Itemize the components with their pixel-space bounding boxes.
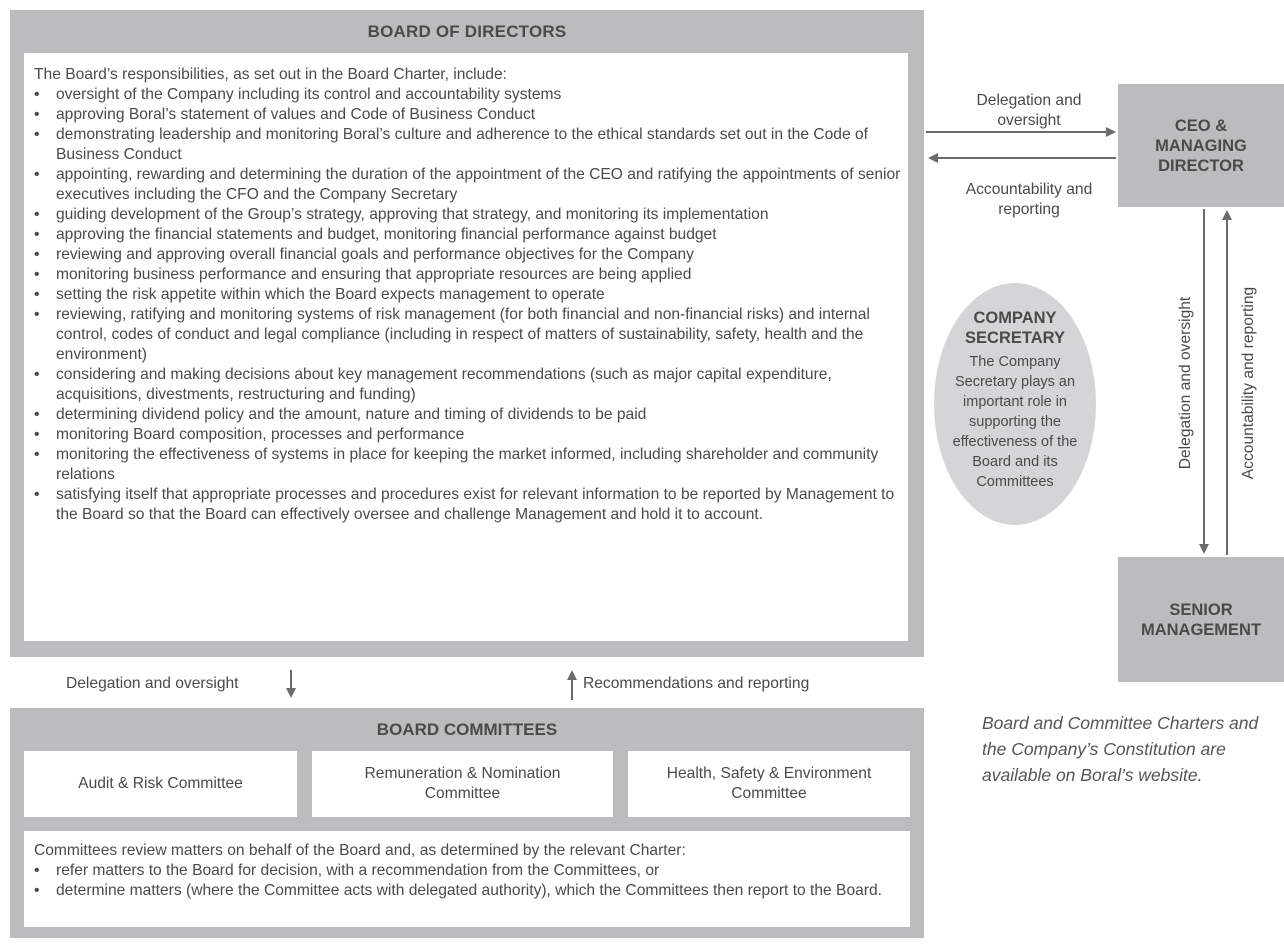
committee-name: Health, Safety & Environment Committee [666, 765, 872, 802]
responsibility-item: • satisfying itself that appropriate processes and procedures exist for relevant information to be reported by Management to the Board so that the Board can effectively oversee and challenge Management and hold it to account. [34, 486, 895, 523]
responsibility-item: • monitoring Board composition, processes and performance [34, 426, 465, 443]
company-secretary-circle [934, 283, 1096, 525]
health-safety-environment-committee-box [628, 751, 910, 817]
senior-title: SENIOR MANAGEMENT [1140, 600, 1262, 639]
board-title: BOARD OF DIRECTORS [367, 22, 567, 41]
board-committees-box [10, 708, 924, 938]
responsibility-item: • approving Boral’s statement of values and Code of Business Conduct [34, 106, 536, 123]
responsibility-item: • considering and making decisions about key management recommendations (such as major capital expenditure, acquisitions, divestments, restructuring and funding) [34, 366, 832, 403]
committee-name: Audit & Risk Committee [78, 775, 243, 792]
committees-items-list [30, 861, 904, 901]
responsibility-item: • reviewing, ratifying and monitoring systems of risk management (for both financial and non-financial risks) and internal control, codes of conduct and legal compliance (including in respect of matters of sustainability, safety, health and the environment) [34, 306, 870, 363]
responsibility-item: • guiding development of the Group’s strategy, approving that strategy, and monitoring its implementation [34, 206, 769, 223]
committees-intro: Committees review matters on behalf of the Board and, as determined by the relevant Charter: [34, 842, 686, 859]
responsibility-item: • monitoring the effectiveness of systems in place for keeping the market informed, including shareholder and community relations [34, 446, 879, 483]
audit-risk-committee-box [24, 751, 297, 817]
responsibility-item: • setting the risk appetite within which the Board expects management to operate [34, 286, 605, 303]
committees-title: BOARD COMMITTEES [376, 720, 558, 739]
responsibility-item: • approving the financial statements and budget, monitoring financial performance against budget [34, 226, 717, 243]
label-ceo-to-board: Accountability and reporting [965, 181, 1093, 218]
ceo-box [1118, 84, 1284, 207]
secretary-description: The Company Secretary plays an important role in supporting the effectiveness of the Board and its Committees [952, 354, 1078, 490]
committee-item: • refer matters to the Board for decision, with a recommendation from the Committees, or [34, 862, 660, 879]
responsibility-item: • determining dividend policy and the amount, nature and timing of dividends to be paid [34, 406, 647, 423]
responsibility-item: • reviewing and approving overall financial goals and performance objectives for the Company [34, 246, 694, 263]
committees-description-panel [24, 831, 910, 927]
responsibility-item: • demonstrating leadership and monitoring Boral’s culture and adherence to the ethical standards set out in the Code of Business Conduct [34, 126, 868, 163]
charters-note: Board and Committee Charters and the Company’s Constitution are available on Boral’s website. [982, 713, 1259, 785]
label-board-to-ceo: Delegation and oversight [976, 92, 1082, 129]
label-senior-to-ceo: Accountability and reporting [1240, 286, 1257, 480]
responsibility-item: • oversight of the Company including its control and accountability systems [34, 86, 562, 103]
label-ceo-to-senior: Delegation and oversight [1177, 296, 1194, 470]
senior-management-box [1118, 557, 1284, 682]
secretary-title: COMPANY SECRETARY [965, 309, 1065, 347]
committee-name: Remuneration & Nomination Committee [364, 765, 561, 802]
label-board-to-committees: Delegation and oversight [66, 675, 239, 692]
remuneration-nomination-committee-box [312, 751, 613, 817]
board-intro: The Board’s responsibilities, as set out in the Board Charter, include: [34, 66, 507, 83]
ceo-title: CEO & MANAGING DIRECTOR [1155, 116, 1247, 175]
responsibility-item: • monitoring business performance and ensuring that appropriate resources are being applied [34, 266, 692, 283]
label-committees-to-board: Recommendations and reporting [583, 675, 810, 692]
committee-item: • determine matters (where the Committee acts with delegated authority), which the Committees then report to the Board. [34, 882, 882, 899]
responsibility-item: • appointing, rewarding and determining the duration of the appointment of the CEO and ratifying the appointments of senior executives including the CFO and the Company Secretary [34, 166, 901, 203]
